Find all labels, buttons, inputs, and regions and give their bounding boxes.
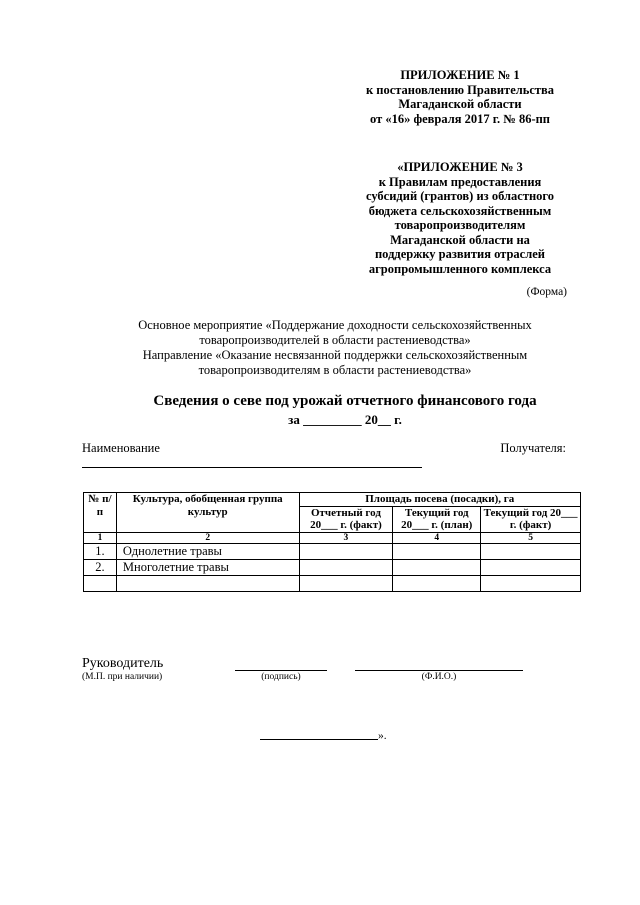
table-row — [84, 575, 581, 591]
form-label: (Форма) — [526, 286, 567, 298]
column-number: 2 — [116, 532, 299, 543]
culture-name: Однолетние травы — [116, 543, 299, 559]
area-cell[interactable] — [299, 559, 393, 575]
row-number: 2. — [84, 559, 117, 575]
document-title: Сведения о севе под урожай отчетного финансового года — [153, 393, 537, 409]
header-area: Площадь посева (посадки), га — [299, 493, 581, 507]
full-name-caption: (Ф.И.О.) — [421, 672, 457, 682]
intro-line: товаропроизводителям в области растениеводства» — [198, 363, 472, 377]
appendix-3-title: «ПРИЛОЖЕНИЕ № 3 — [397, 160, 523, 174]
intro-line: Основное мероприятие «Поддержание доходности сельскохозяйственных — [138, 318, 532, 332]
area-cell[interactable] — [299, 543, 393, 559]
closing-line — [260, 739, 378, 740]
full-name-line[interactable] — [355, 670, 523, 671]
head-label: Руководитель — [82, 656, 164, 671]
header-current-year-fact: Текущий год 20___ г. (факт) — [481, 506, 581, 532]
appendix-3-line: бюджета сельскохозяйственным — [368, 203, 552, 218]
area-cell[interactable] — [481, 559, 581, 575]
column-number: 3 — [299, 532, 393, 543]
empty-cell[interactable] — [393, 575, 481, 591]
column-number: 5 — [481, 532, 581, 543]
appendix-1-block — [345, 68, 575, 126]
empty-cell[interactable] — [299, 575, 393, 591]
signature-caption: (подпись) — [261, 672, 301, 682]
seal-note: (М.П. при наличии) — [82, 672, 163, 682]
closing-mark: ». — [378, 730, 387, 742]
appendix-1-line: к постановлению Правительства — [365, 82, 555, 97]
report-period: за _________ 20__ г. — [288, 412, 402, 427]
appendix-3-line: Магаданской области на — [390, 232, 530, 247]
appendix-1-title: ПРИЛОЖЕНИЕ № 1 — [400, 68, 520, 82]
signature-line[interactable] — [235, 670, 327, 671]
empty-cell[interactable] — [481, 575, 581, 591]
table-row — [84, 559, 581, 575]
culture-name: Многолетние травы — [116, 559, 299, 575]
table-row — [84, 543, 581, 559]
empty-cell[interactable] — [116, 575, 299, 591]
sowing-table — [83, 492, 581, 592]
appendix-3-line: субсидий (грантов) из областного — [365, 189, 555, 203]
name-fill-line[interactable] — [82, 467, 422, 468]
header-num: № п/п — [84, 493, 117, 533]
area-cell[interactable] — [481, 543, 581, 559]
empty-cell[interactable] — [84, 575, 117, 591]
appendix-1-line: Магаданской области — [398, 97, 522, 111]
header-current-year-plan: Текущий год 20___ г. (план) — [393, 506, 481, 532]
appendix-3-line: к Правилам предоставления — [378, 174, 542, 189]
area-cell[interactable] — [393, 543, 481, 559]
appendix-3-line: агропромышленного комплекса — [368, 261, 552, 276]
recipient-label: Получателя: — [500, 441, 566, 455]
appendix-3-line: поддержку развития отраслей — [374, 247, 545, 261]
row-number: 1. — [84, 543, 117, 559]
column-number: 4 — [393, 532, 481, 543]
column-number: 1 — [84, 532, 117, 543]
appendix-3-line: товаропроизводителям — [394, 218, 526, 232]
intro-line: Направление «Оказание несвязанной поддержки сельскохозяйственным — [142, 348, 528, 362]
header-reporting-year: Отчетный год 20___ г. (факт) — [299, 506, 393, 532]
intro-line: товаропроизводителей в области растениеводства» — [199, 333, 471, 347]
name-label: Наименование — [82, 441, 160, 455]
area-cell[interactable] — [393, 559, 481, 575]
header-culture: Культура, обобщенная группа культур — [116, 493, 299, 533]
appendix-3-block — [345, 160, 575, 276]
appendix-1-line: от «16» февраля 2017 г. № 86-пп — [369, 111, 551, 126]
intro-block — [85, 318, 585, 378]
